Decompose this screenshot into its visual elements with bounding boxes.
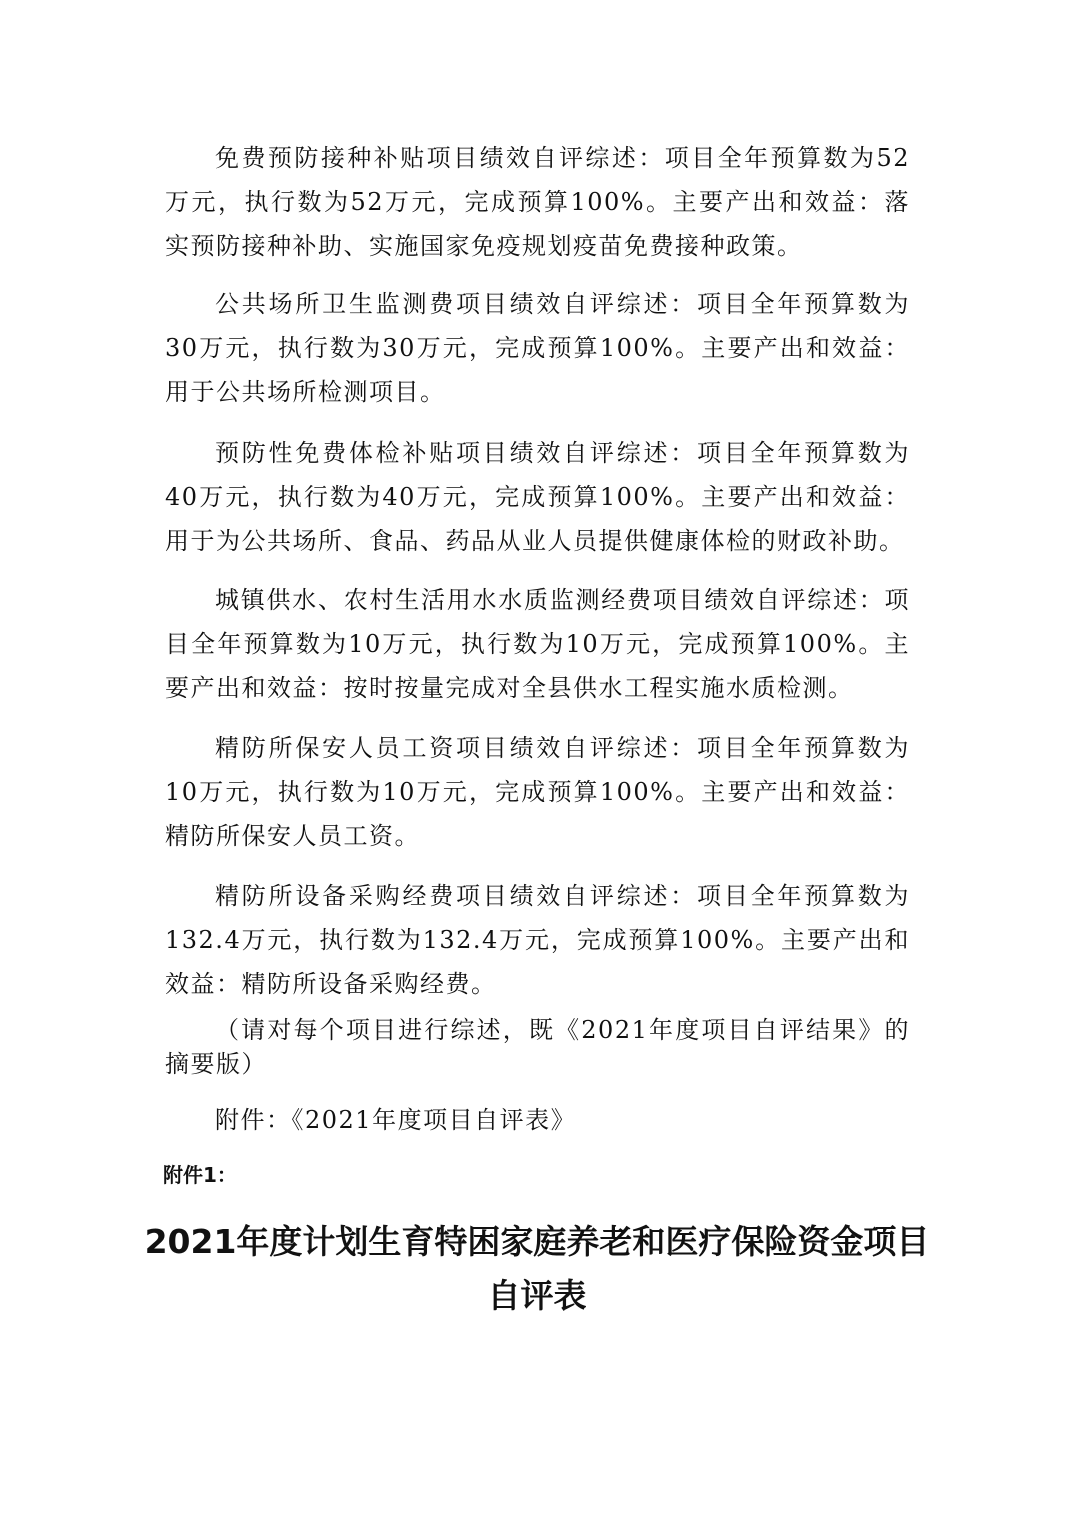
- paragraph-public-place-monitoring: 公共场所卫生监测费项目绩效自评综述：项目全年预算数为30万元，执行数为30万元，完成预算100%。主要产出和效益：用于公共场所检测项目。: [165, 290, 910, 406]
- paragraph-equipment-purchase: 精防所设备采购经费项目绩效自评综述：项目全年预算数为132.4万元，执行数为132.4万元，完成预算100%。主要产出和效益：精防所设备采购经费。: [165, 882, 910, 998]
- paragraph-instruction-note: （请对每个项目进行综述，既《2021年度项目自评结果》的摘要版）: [165, 1016, 910, 1078]
- paragraph-vaccination-subsidy: 免费预防接种补贴项目绩效自评综述：项目全年预算数为52万元，执行数为52万元，完成预算100%。主要产出和效益：落实预防接种补助、实施国家免疫规划疫苗免费接种政策。: [165, 144, 910, 260]
- attachment-reference: 附件：《2021年度项目自评表》: [215, 1106, 577, 1134]
- paragraph-water-quality-monitoring: 城镇供水、农村生活用水水质监测经费项目绩效自评综述：项目全年预算数为10万元，执行数为10万元，完成预算100%。主要产出和效益：按时按量完成对全县供水工程实施水质检测。: [165, 586, 910, 702]
- attachment-label: 附件1：: [163, 1163, 237, 1187]
- paragraph-health-checkup-subsidy: 预防性免费体检补贴项目绩效自评综述：项目全年预算数为40万元，执行数为40万元，完成预算100%。主要产出和效益：用于为公共场所、食品、药品从业人员提供健康体检的财政补助。: [165, 439, 910, 555]
- document-title-line1: 2021年度计划生育特困家庭养老和医疗保险资金项目: [144, 1222, 930, 1261]
- document-title-line2: 自评表: [487, 1276, 587, 1315]
- paragraph-security-staff-wages: 精防所保安人员工资项目绩效自评综述：项目全年预算数为10万元，执行数为10万元，完成预算100%。主要产出和效益：精防所保安人员工资。: [165, 734, 910, 850]
